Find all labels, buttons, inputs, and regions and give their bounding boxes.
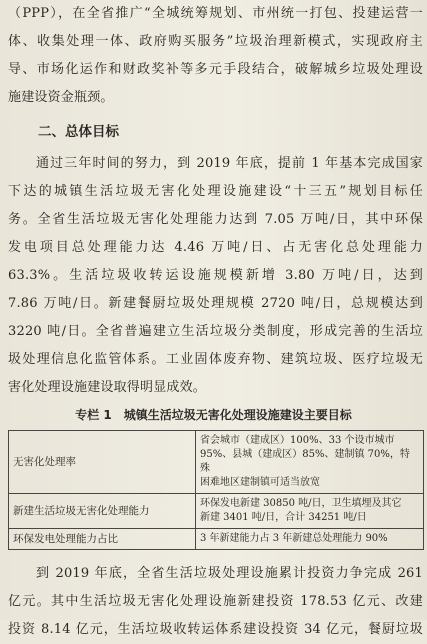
cell-line: 环保发电新建 30850 吨/日，卫生填埋及其它 [200,498,402,509]
text-line: 到 2019 年底，全省生活垃圾处理设施累计投资力争完成 261 [36,566,423,581]
cell-line: 3 年新建能力占 3 年新建总处理能力 90% [200,533,388,544]
section-heading: 二、总体目标 [38,124,119,140]
table-cell-value [196,529,424,550]
text-line: 体、收集处理一体、政府购买服务”垃圾治理新模式，实现政府主 [8,34,423,49]
text-line: 发电项目总处理能力达 4.46 万吨/日、占无害化总处理能力 [8,240,423,255]
cell-line: 困难地区建制镇可适当放宽 [200,477,320,488]
text-line: 7.86 万吨/日。新建餐厨垃圾处理规模 2720 吨/日，总规模达到 [8,296,423,311]
text-line: 亿元。其中生活垃圾无害化处理设施新建投资 178.53 亿元、改建 [8,594,423,609]
table-row [9,529,424,550]
cell-line: 新建 3401 吨/日，合计 34251 吨/日 [200,512,367,523]
text-line: 害化处理设施建设取得明显成效。 [8,380,207,395]
cell-line: 95%、县城（建成区）85%、建制镇 70%，特殊 [200,449,410,474]
text-line: 3220 吨/日。全省普遍建立生活垃圾分类制度，形成完善的生活垃 [8,324,423,339]
text-line: 投资 8.14 亿元，生活垃圾收转运体系建设投资 34 亿元，餐厨垃圾 [8,622,423,637]
text-line: 通过三年时间的努力，到 2019 年底，提前 1 年基本完成国家 [36,156,423,171]
table-cell-label: 无害化处理率 [9,431,196,494]
spacer [0,550,427,560]
table-cell-value [196,431,424,494]
text-line: 圾处理信息化监管体系。工业固体废弃物、建筑垃圾、医疗垃圾无 [8,352,423,367]
table-cell-label: 环保发电处理能力占比 [9,529,196,550]
text-line: （PPP），在全省推广“全城统筹规划、市州统一打包、投建运营一 [8,6,423,21]
text-line: 施建设资金瓶颈。 [8,90,114,105]
paragraph-funding-model [0,0,427,112]
text-line: 下达的城镇生活垃圾无害化处理设施建设“十三五”规划目标任 [8,184,423,199]
text-line: 导、市场化运作和财政奖补等多元手段结合，破解城乡垃圾处理设 [8,62,423,77]
targets-table [8,430,424,550]
table-cell-value [196,494,424,529]
table-cell-label: 新建生活垃圾无害化处理能力 [9,494,196,529]
table-row [9,494,424,529]
box-title: 专栏 1 城镇生活垃圾无害化处理设施建设主要目标 [75,408,352,422]
paragraph-overall-goals [0,150,427,402]
paragraph-investment [0,560,427,644]
cell-line: 省会城市（建成区）100%、33 个设市城市 [200,435,395,446]
text-line: 63.3%。生活垃圾收转运设施规模新增 3.80 万吨/日，达到 [8,268,423,283]
text-line: 务。全省生活垃圾无害化处理能力达到 7.05 万吨/日，其中环保 [8,212,423,227]
table-row [9,431,424,494]
